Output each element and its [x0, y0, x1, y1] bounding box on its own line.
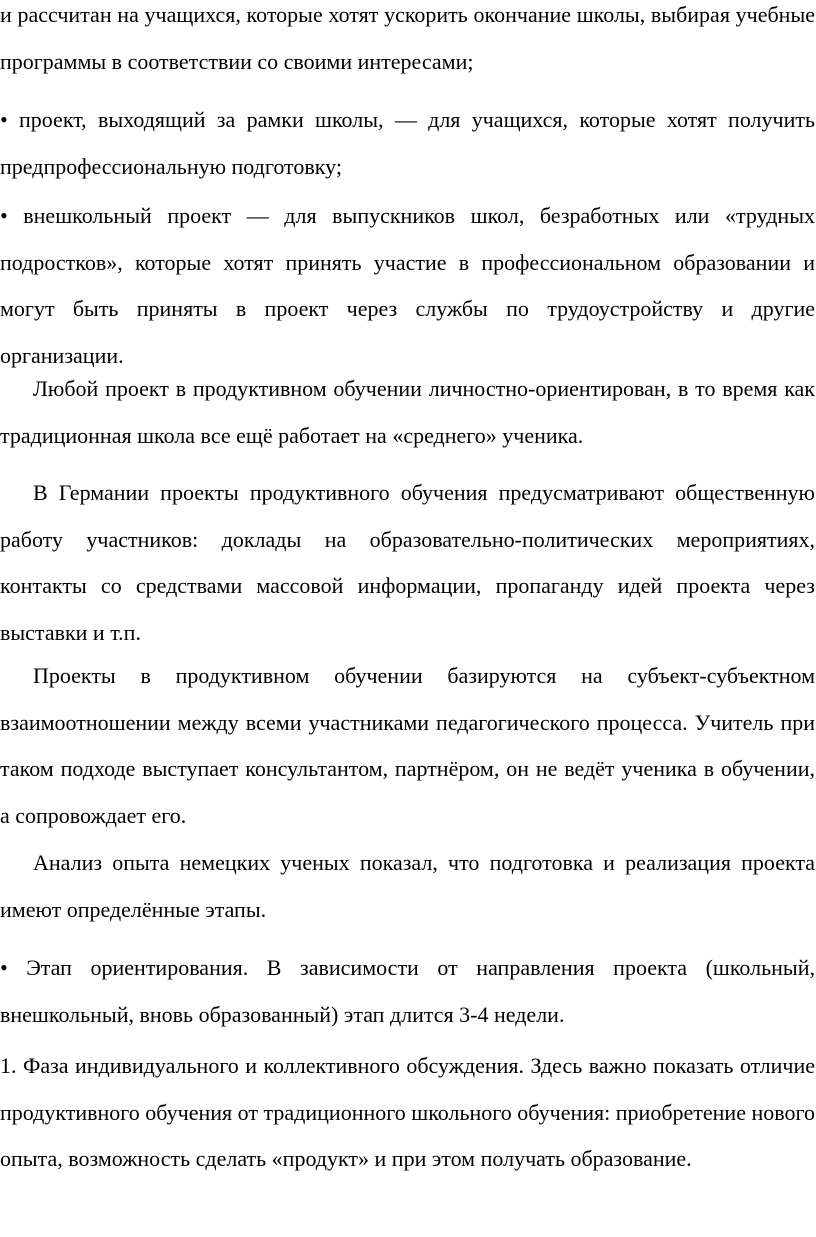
paragraph-9: 1. Фаза индивидуального и коллективного обсуждения. Здесь важно показать отличие продуктивного обучения от традиционного школьного обучения: приобретение нового опыта, возможность сделать «продукт» и при этом получать образование. [0, 1053, 815, 1171]
paragraph-6: Проекты в продуктивном обучении базируются на субъект-субъектном взаимоотношении между всеми участниками педагогического процесса. Учитель при таком подходе выступает консультантом, партнёром, он не ведёт ученика в обучении, а сопровождает его. [0, 663, 815, 828]
paragraph-5: В Германии проекты продуктивного обучения предусматривают общественную работу участников: доклады на образовательно-политических мероприятиях, контакты со средствами массовой информации, пропаганду идей проекта через выставки и т.п. [0, 480, 815, 645]
paragraph-1: и рассчитан на учащихся, которые хотят ускорить окончание школы, выбирая учебные программы в соответствии со своими интересами; [0, 2, 815, 74]
paragraph-2: • проект, выходящий за рамки школы, — для учащихся, которые хотят получить предпрофессиональную подготовку; [0, 107, 815, 179]
paragraph-3: • внешкольный проект — для выпускников школ, безработных или «трудных подростков», которые хотят принять участие в профессиональном образовании и могут быть приняты в проект через службы по трудоустройству и другие организации. [0, 203, 815, 368]
paragraph-4: Любой проект в продуктивном обучении личностно-ориентирован, в то время как традиционная школа все ещё работает на «среднего» ученика. [0, 376, 815, 448]
paragraph-7: Анализ опыта немецких ученых показал, что подготовка и реализация проекта имеют определённые этапы. [0, 850, 815, 922]
paragraph-8: • Этап ориентирования. В зависимости от направления проекта (школьный, внешкольный, вновь образованный) этап длится 3-4 недели. [0, 955, 815, 1027]
